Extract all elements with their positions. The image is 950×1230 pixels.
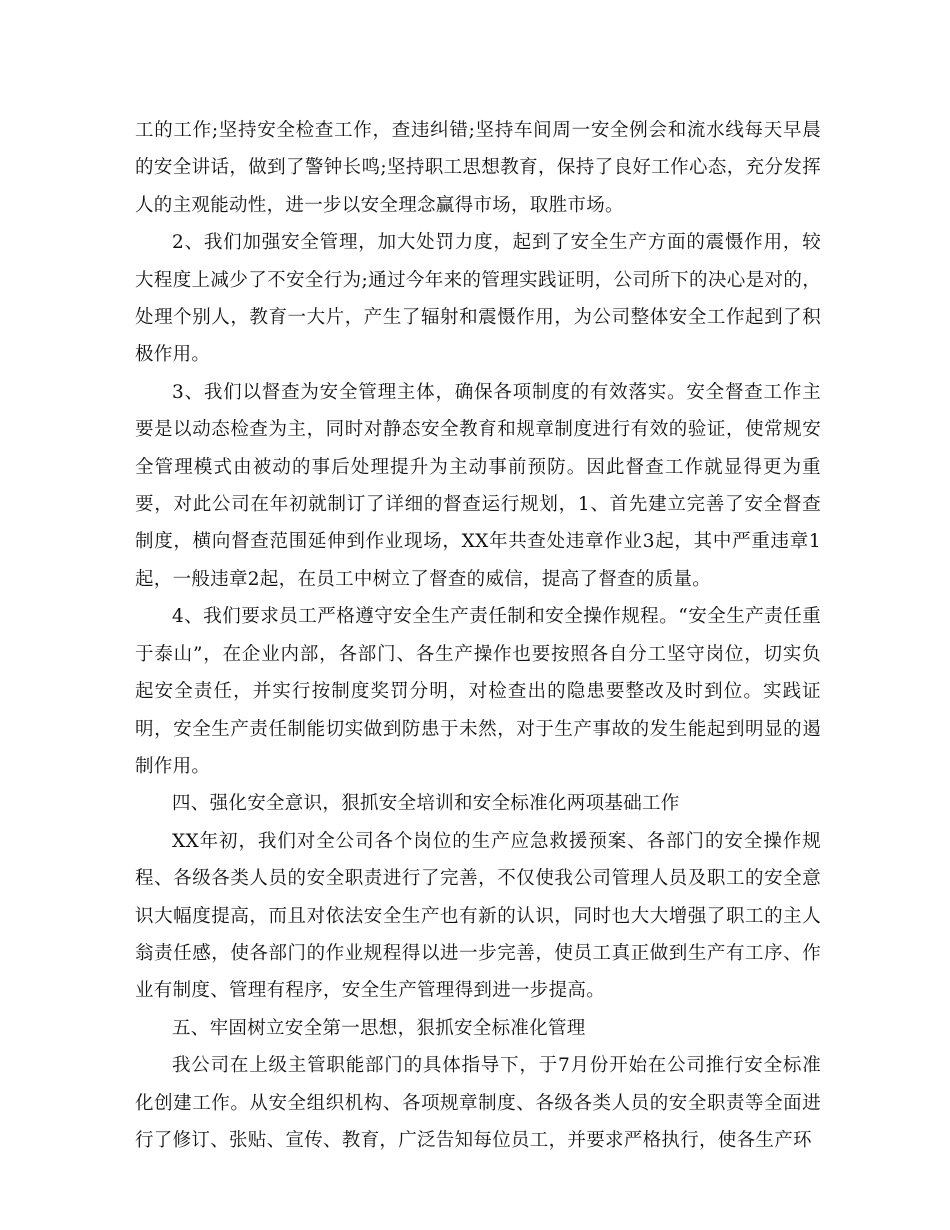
paragraph-section-five-body: 我公司在上级主管职能部门的具体指导下，于7月份开始在公司推行安全标准化创建工作。从安全组织机构、各项规章制度、各级各类人员的安全职责等全面进行了修订、张贴、宣传、教育，广泛告知每位员工，并要求严格执行，使各生产环 — [135, 1055, 821, 1151]
section-heading-four: 四、强化安全意识，狠抓安全培训和安全标准化两项基础工作 — [172, 793, 680, 815]
paragraph-item-3: 3、我们以督查为安全管理主体，确保各项制度的有效落实。安全督查工作主要是以动态检查为主，同时对静态安全教育和规章制度进行有效的验证，使常规安全管理模式由被动的事后处理提升为主动事前预防。因此督查工作就显得更为重要，对此公司在年初就制订了详细的督查运行规划，1、首先建立完善了安全督查制度，横向督查范围延伸到作业现场，XX年共查处违章作业3起，其中严重违章1起，一般违章2起，在员工中树立了督查的威信，提高了督查的质量。 — [135, 381, 821, 590]
paragraph-item-4: 4、我们要求员工严格遵守安全生产责任制和安全操作规程。“安全生产责任重于泰山”，在企业内部，各部门、各生产操作也要按照各自分工坚守岗位，切实负起安全责任，并实行按制度奖罚分明，对检查出的隐患要整改及时到位。实践证明，安全生产责任制能切实做到防患于未然，对于生产事故的发生能起到明显的遏制作用。 — [135, 606, 821, 777]
paragraph-item-2: 2、我们加强安全管理，加大处罚力度，起到了安全生产方面的震慑作用，较大程度上减少了不安全行为;通过今年来的管理实践证明，公司所下的决心是对的，处理个别人，教育一大片，产生了辐射和震慑作用，为公司整体安全工作起到了积极作用。 — [135, 232, 821, 366]
paragraph-section-four-body: XX年初，我们对全公司各个岗位的生产应急救援预案、各部门的安全操作规程、各级各类人员的安全职责进行了完善，不仅使我公司管理人员及职工的安全意识大幅度提高，而且对依法安全生产也有新的认识，同时也大大增强了职工的主人翁责任感，使各部门的作业规程得以进一步完善，使员工真正做到生产有工序、作业有制度、管理有程序，安全生产管理得到进一步提高。 — [135, 830, 821, 1002]
paragraph-continuation: 工的工作;坚持安全检查工作，查违纠错;坚持车间周一安全例会和流水线每天早晨的安全讲话，做到了警钟长鸣;坚持职工思想教育，保持了良好工作心态，充分发挥人的主观能动性，进一步以安全理念赢得市场，取胜市场。 — [135, 120, 821, 216]
document-body — [135, 112, 821, 1159]
section-heading-five: 五、牢固树立安全第一思想，狠抓安全标准化管理 — [172, 1017, 586, 1039]
